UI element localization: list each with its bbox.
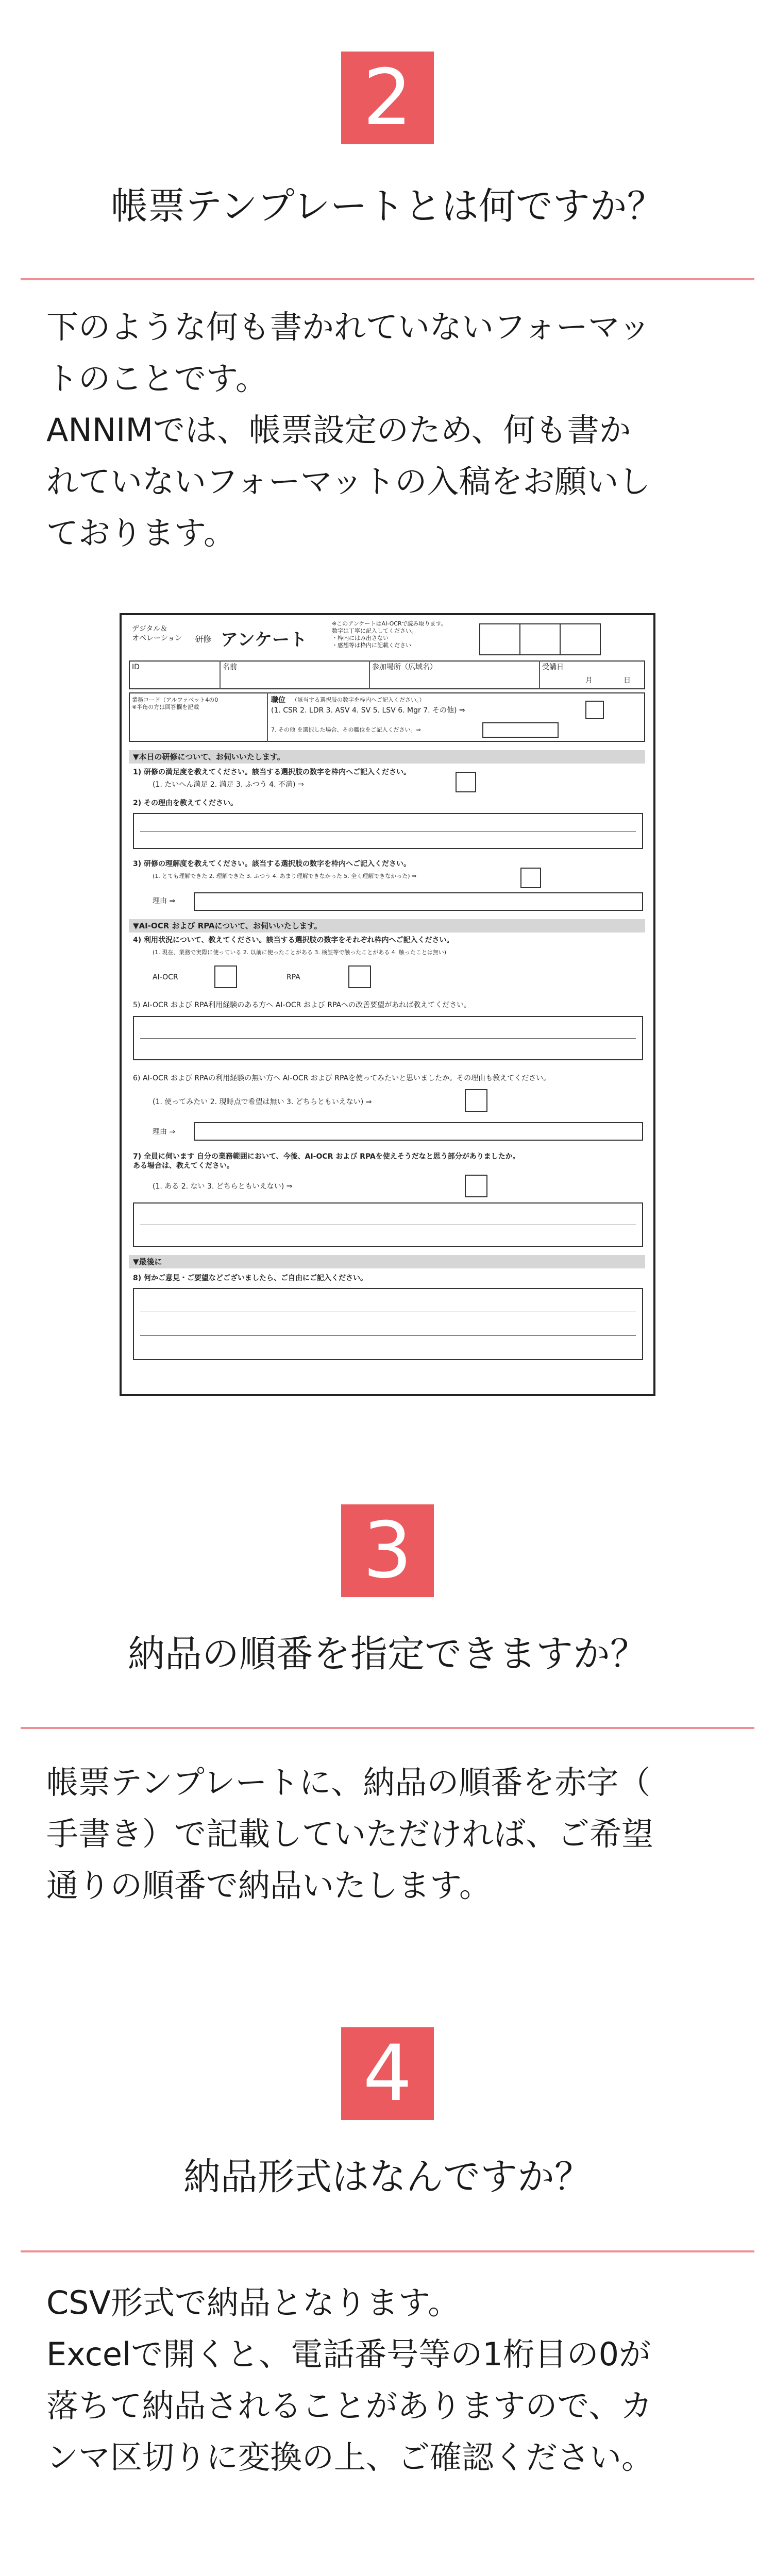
form-answer-box	[348, 965, 371, 988]
answer-text	[46, 301, 737, 559]
answer-line: CSV形式で納品となります。	[46, 2284, 460, 2321]
section-number-badge	[341, 2027, 434, 2120]
form-place-label: 参加場所（広域名）	[372, 663, 437, 671]
form-answer-box	[482, 722, 559, 738]
form-dept-label: 業務コード（アルファベット4の0 ※半角の方は回答欄を記載	[132, 697, 218, 710]
form-rpa-label: RPA	[287, 973, 300, 981]
form-section-bar: ▼AI-OCR および RPAについて、お伺いいたします。	[129, 919, 645, 933]
answer-line: 通りの順番で納品いたします。	[46, 1867, 492, 1904]
answer-text	[46, 1757, 737, 1911]
form-answer-box	[465, 1089, 487, 1112]
form-question-options: (1. たいへん満足 2. 満足 3. ふつう 4. 不満) ⇒	[153, 781, 304, 789]
form-code-box	[479, 623, 520, 655]
form-answer-box	[465, 1175, 487, 1197]
section-number: 2	[363, 53, 412, 143]
divider	[140, 1335, 636, 1336]
divider	[140, 831, 636, 832]
form-reason-box	[194, 1122, 643, 1141]
form-question: 3) 研修の理解度を教えてください。該当する選択肢の数字を枠内へご記入ください。	[133, 860, 411, 868]
answer-text	[46, 2277, 737, 2483]
answer-line: ANNIMでは、帳票設定のため、何も書か	[46, 411, 631, 449]
section-number: 4	[363, 2029, 412, 2119]
form-section-bar: ▼最後に	[129, 1255, 645, 1268]
answer-line: 下のような何も書かれていないフォーマッ	[46, 308, 651, 346]
form-header-kenshu: 研修	[195, 634, 212, 644]
section-number: 3	[363, 1506, 412, 1596]
form-question: 6) AI-OCR および RPAの利用経験の無い方へ AI-OCR および RPAを使ってみたいと思いましたか。その理由も教えてください。	[133, 1074, 551, 1082]
form-section-bar: ▼本日の研修について、お伺いいたします。	[129, 750, 645, 764]
form-answer-box	[456, 772, 476, 792]
divider	[140, 1038, 636, 1039]
answer-line: 手書き）で記載していただければ、ご希望	[46, 1815, 654, 1853]
form-question-options: (1. 現在、業務で実際に使っている 2. 以前に使ったことがある 3. 検証等で触ったことがある 4. 触ったことは無い)	[153, 949, 447, 956]
divider	[21, 2250, 754, 2252]
answer-line: れていないフォーマットの入稿をお願いし	[46, 463, 651, 500]
section-number-badge	[341, 52, 434, 144]
form-job-other: 7. その他 を選択した場合、その職位をご記入ください。⇒	[271, 726, 421, 733]
form-question-options: (1. ある 2. ない 3. どちらともいえない) ⇒	[153, 1182, 293, 1191]
form-header-note: ※このアンケートはAI-OCRで読み取ります。 数字は丁寧に記入してください。 ・枠内にはみ出さない ・感想等は枠内に記載ください	[332, 620, 447, 649]
form-job-options: (1. CSR 2. LDR 3. ASV 4. SV 5. LSV 6. Mgr 7. その他) ⇒	[271, 706, 465, 715]
form-code-box	[519, 623, 561, 655]
form-answer-box	[520, 868, 541, 888]
blank-form-template	[120, 613, 655, 1396]
divider	[267, 692, 268, 742]
divider	[220, 660, 221, 689]
form-code-box	[560, 623, 601, 655]
question-title: 納品の順番を指定できますか？	[127, 1632, 647, 1675]
answer-line: 落ちて納品されることがありますので、カ	[46, 2387, 653, 2425]
form-day-label: 日	[624, 676, 631, 685]
form-date-label: 受講日	[542, 663, 564, 671]
form-job-label: 職位	[271, 696, 285, 704]
answer-line: 帳票テンプレートに、納品の順番を赤字（	[46, 1764, 651, 1801]
form-question: 2) その理由を教えてください。	[133, 799, 238, 807]
form-question-options: (1. とても理解できた 2. 理解できた 3. ふつう 4. あまり理解できなかった 5. 全く理解できなかった) ⇒	[153, 873, 417, 879]
form-header-title: アンケート	[221, 630, 307, 650]
form-month-label: 月	[585, 676, 593, 685]
form-answer-box	[585, 701, 604, 719]
form-header-dept: デジタル＆ オペレーション	[132, 625, 182, 642]
form-question-options: (1. 使ってみたい 2. 現時点で希望は無い 3. どちらともいえない) ⇒	[153, 1098, 372, 1106]
question-title: 帳票テンプレートとは何ですか？	[111, 184, 664, 228]
form-question: 1) 研修の満足度を教えてください。該当する選択肢の数字を枠内へご記入ください。	[133, 768, 411, 776]
form-question: 8) 何かご意見・ご要望などございましたら、ご自由にご記入ください。	[133, 1274, 368, 1282]
form-answer-box	[214, 965, 237, 988]
form-name-label: 名前	[223, 663, 237, 671]
answer-line: ております。	[46, 514, 236, 552]
divider	[369, 660, 370, 689]
form-reason-label: 理由 ⇒	[153, 1128, 176, 1136]
form-question: 5) AI-OCR および RPA利用経験のある方へ AI-OCR および RPAへの改善要望があれば教えてください。	[133, 1001, 471, 1009]
form-reason-box	[194, 892, 643, 911]
divider	[21, 1727, 754, 1729]
answer-line: トのことです。	[46, 360, 268, 397]
question-title: 納品形式はなんですか？	[183, 2155, 592, 2198]
form-id-label: ID	[132, 663, 140, 671]
form-ai-ocr-label: AI-OCR	[153, 973, 178, 981]
divider	[21, 278, 754, 280]
form-reason-label: 理由 ⇒	[153, 897, 176, 905]
form-question: 7) 全員に伺います 自分の業務範囲において、今後、AI-OCR および RPAを使えそうだなと思う部分がありましたか。 ある場合は、教えてください。	[133, 1153, 520, 1170]
section-number-badge	[341, 1504, 434, 1597]
form-job-note: （該当する選択肢の数字を枠内へご記入ください。）	[292, 697, 425, 703]
answer-line: Excelで開くと、電話番号等の1桁目の0が	[46, 2335, 651, 2373]
form-question: 4) 利用状況について、教えてください。該当する選択肢の数字をそれぞれ枠内へご記入ください。	[133, 936, 454, 944]
form-text-area	[133, 1288, 643, 1360]
divider	[539, 660, 540, 689]
answer-line: ンマ区切りに変換の上、ご確認ください。	[46, 2438, 654, 2476]
